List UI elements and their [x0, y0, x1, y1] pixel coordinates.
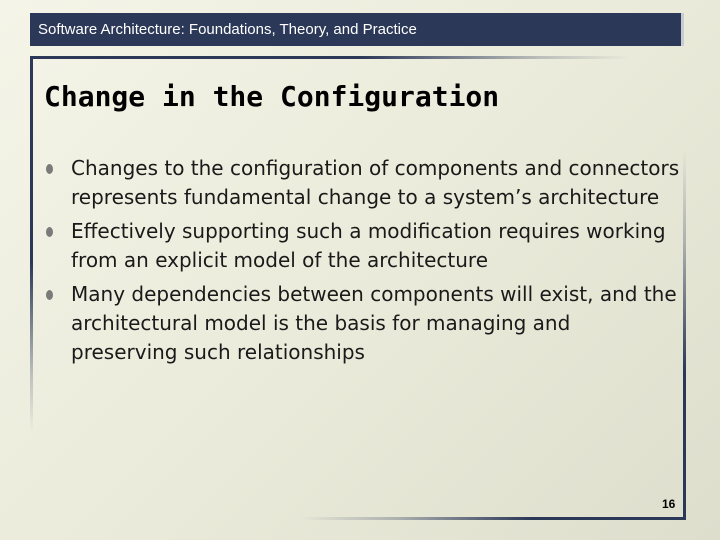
bullet-marker-icon: [46, 290, 53, 300]
frame-line-bottom: [300, 517, 686, 520]
bullet-marker-icon: [46, 227, 53, 237]
frame-line-top: [30, 56, 630, 59]
frame-line-left: [30, 56, 33, 432]
bullet-marker-icon: [46, 164, 53, 174]
bullet-list: [44, 154, 680, 372]
frame-line-right: [683, 150, 686, 520]
bullet-item: [44, 280, 680, 366]
header-bar: [30, 13, 684, 46]
slide-title: Change in the Configuration: [44, 80, 500, 113]
bullet-item: [44, 154, 680, 211]
header-title: Software Architecture: Foundations, Theory, and Practice: [38, 21, 417, 38]
bullet-text: Many dependencies between components will exist, and the architectural model is the basis for managing and preserving such relationships: [71, 282, 677, 364]
page-number: 16: [662, 497, 676, 511]
bullet-text: Changes to the configuration of components and connectors represents fundamental change to a system’s architecture: [71, 156, 680, 209]
bullet-text: Effectively supporting such a modification requires working from an explicit model of the architecture: [71, 219, 666, 272]
bullet-item: [44, 217, 680, 274]
